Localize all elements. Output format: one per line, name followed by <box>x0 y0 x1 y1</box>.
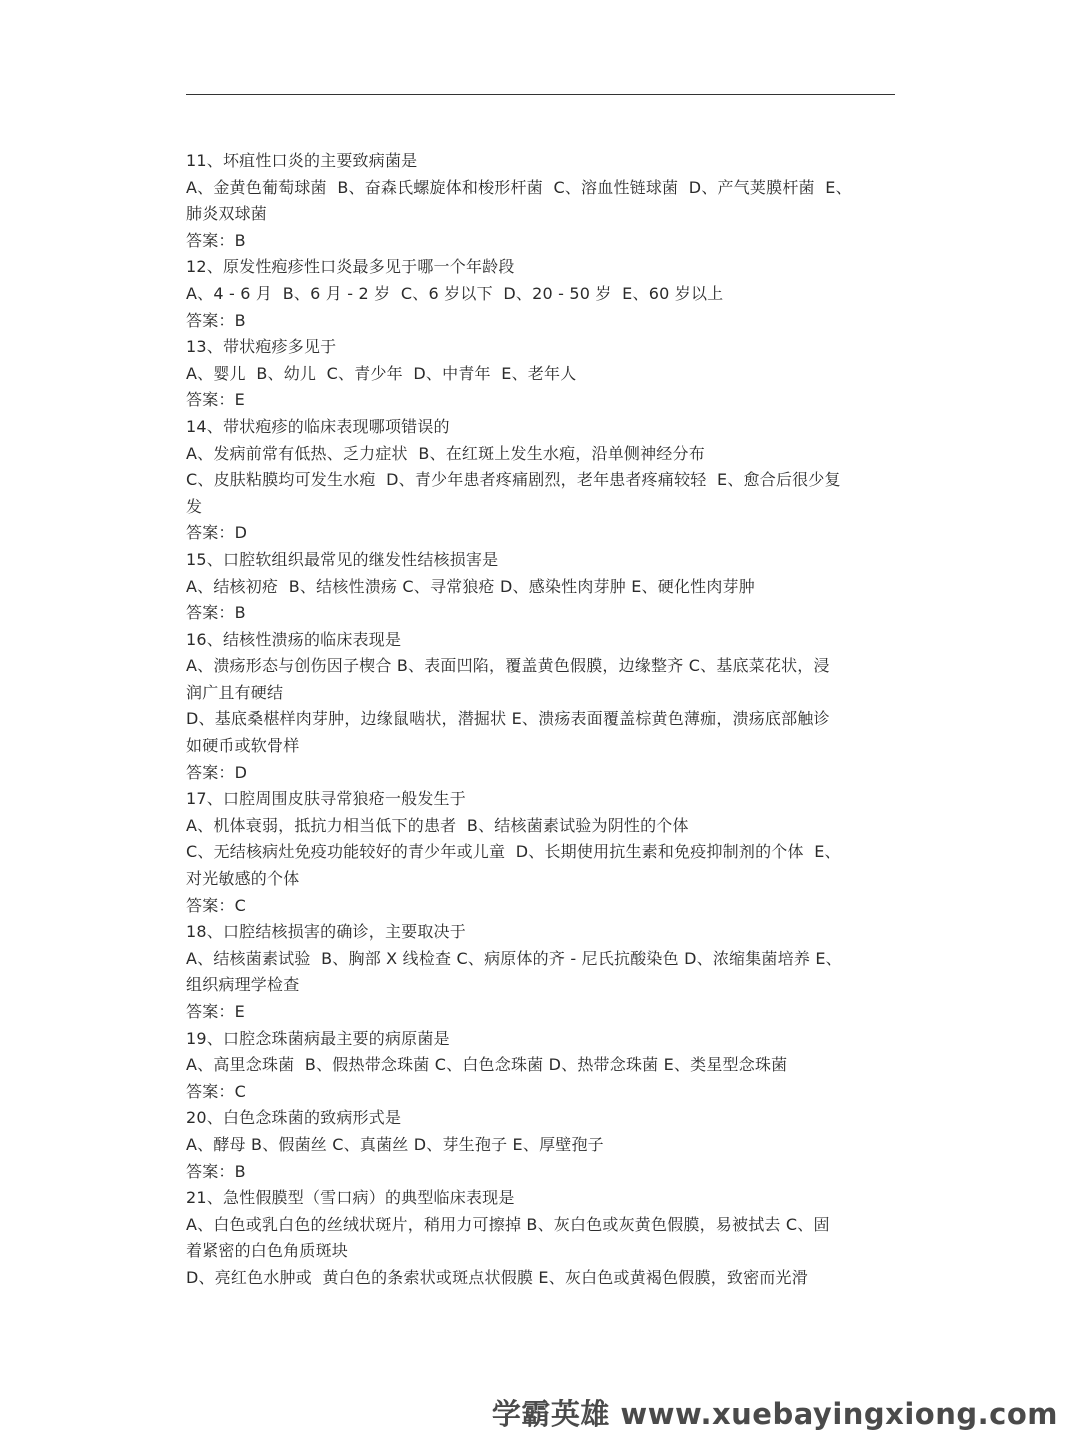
document-line: A、4 - 6 月 B、6 月 - 2 岁 C、6 岁以下 D、20 - 50 岁 E、60 岁以上 <box>186 283 724 303</box>
document-line: D、基底桑椹样肉芽肿，边缘鼠啮状，潜掘状 E、溃疡表面覆盖棕黄色薄痂，溃疡底部触诊 <box>186 709 830 729</box>
document-line: 20、白色念珠菌的致病形式是 <box>186 1108 402 1128</box>
document-line: C、皮肤粘膜均可发生水疱 D、青少年患者疼痛剧烈，老年患者疼痛较轻 E、愈合后很少复 <box>186 470 841 490</box>
document-line: 答案：B <box>186 310 246 330</box>
site-watermark: 学霸英雄 www.xuebayingxiong.com <box>491 1397 1058 1431</box>
document-line: A、发病前常有低热、乏力症状 B、在红斑上发生水疱，沿单侧神经分布 <box>186 443 705 463</box>
document-line: 18、口腔结核损害的确诊，主要取决于 <box>186 922 466 942</box>
document-line: 14、带状疱疹的临床表现哪项错误的 <box>186 416 450 436</box>
document-line: 12、原发性疱疹性口炎最多见于哪一个年龄段 <box>186 257 515 277</box>
document-line: 答案：C <box>186 1081 246 1101</box>
document-line: A、金黄色葡萄球菌 B、奋森氏螺旋体和梭形杆菌 C、溶血性链球菌 D、产气荚膜杆菌 E、 <box>186 177 852 197</box>
document-line: 16、结核性溃疡的临床表现是 <box>186 629 402 649</box>
document-line: C、无结核病灶免疫功能较好的青少年或儿童 D、长期使用抗生素和免疫抑制剂的个体 E、 <box>186 842 841 862</box>
document-line: 答案：B <box>186 230 246 250</box>
document-line: 21、急性假膜型（雪口病）的典型临床表现是 <box>186 1188 515 1208</box>
document-line: 答案：D <box>186 762 248 782</box>
document-line: 19、口腔念珠菌病最主要的病原菌是 <box>186 1028 450 1048</box>
document-line: 润广且有硬结 <box>186 682 284 702</box>
document-line: 答案：B <box>186 603 246 623</box>
document-line: A、白色或乳白色的丝绒状斑片，稍用力可擦掉 B、灰白色或灰黄色假膜，易被拭去 C、固 <box>186 1214 830 1234</box>
document-line: 11、坏疽性口炎的主要致病菌是 <box>186 151 418 170</box>
document-body <box>186 148 898 1292</box>
document-line: 发 <box>186 496 203 516</box>
header-rule <box>186 94 895 95</box>
document-line: D、亮红色水肿或 黄白色的条索状或斑点状假膜 E、灰白色或黄褐色假膜，致密而光滑 <box>186 1267 808 1287</box>
document-line: A、婴儿 B、幼儿 C、青少年 D、中青年 E、老年人 <box>186 363 577 383</box>
document-line: A、溃疡形态与创伤因子楔合 B、表面凹陷，覆盖黄色假膜，边缘整齐 C、基底菜花状，浸 <box>186 656 830 676</box>
document-line: 肺炎双球菌 <box>186 204 268 224</box>
document-line: A、酵母 B、假菌丝 C、真菌丝 D、芽生孢子 E、厚壁孢子 <box>186 1134 604 1154</box>
document-line: 如硬币或软骨样 <box>186 736 300 756</box>
document-line: 答案：C <box>186 895 246 915</box>
document-line: 答案：D <box>186 523 248 543</box>
document-line: A、结核菌素试验 B、胸部 X 线检查 C、病原体的齐 - 尼氏抗酸染色 D、浓缩集菌培养 E、 <box>186 948 842 968</box>
document-line: 组织病理学检查 <box>186 975 300 995</box>
document-line: A、高里念珠菌 B、假热带念珠菌 C、白色念珠菌 D、热带念珠菌 E、类星型念珠菌 <box>186 1055 788 1075</box>
document-line: 答案：E <box>186 390 245 410</box>
document-line: 答案：B <box>186 1161 246 1181</box>
document-line: 对光敏感的个体 <box>186 869 300 889</box>
document-line: 17、口腔周围皮肤寻常狼疮一般发生于 <box>186 789 466 809</box>
document-line: 答案：E <box>186 1002 245 1021</box>
document-line: A、结核初疮 B、结核性溃疡 C、寻常狼疮 D、感染性肉芽肿 E、硬化性肉芽肿 <box>186 576 755 596</box>
document-line: 15、口腔软组织最常见的继发性结核损害是 <box>186 549 499 569</box>
document-line: A、机体衰弱，抵抗力相当低下的患者 B、结核菌素试验为阴性的个体 <box>186 815 689 835</box>
document-line: 着紧密的白色角质斑块 <box>186 1241 349 1261</box>
document-line: 13、带状疱疹多见于 <box>186 337 337 357</box>
